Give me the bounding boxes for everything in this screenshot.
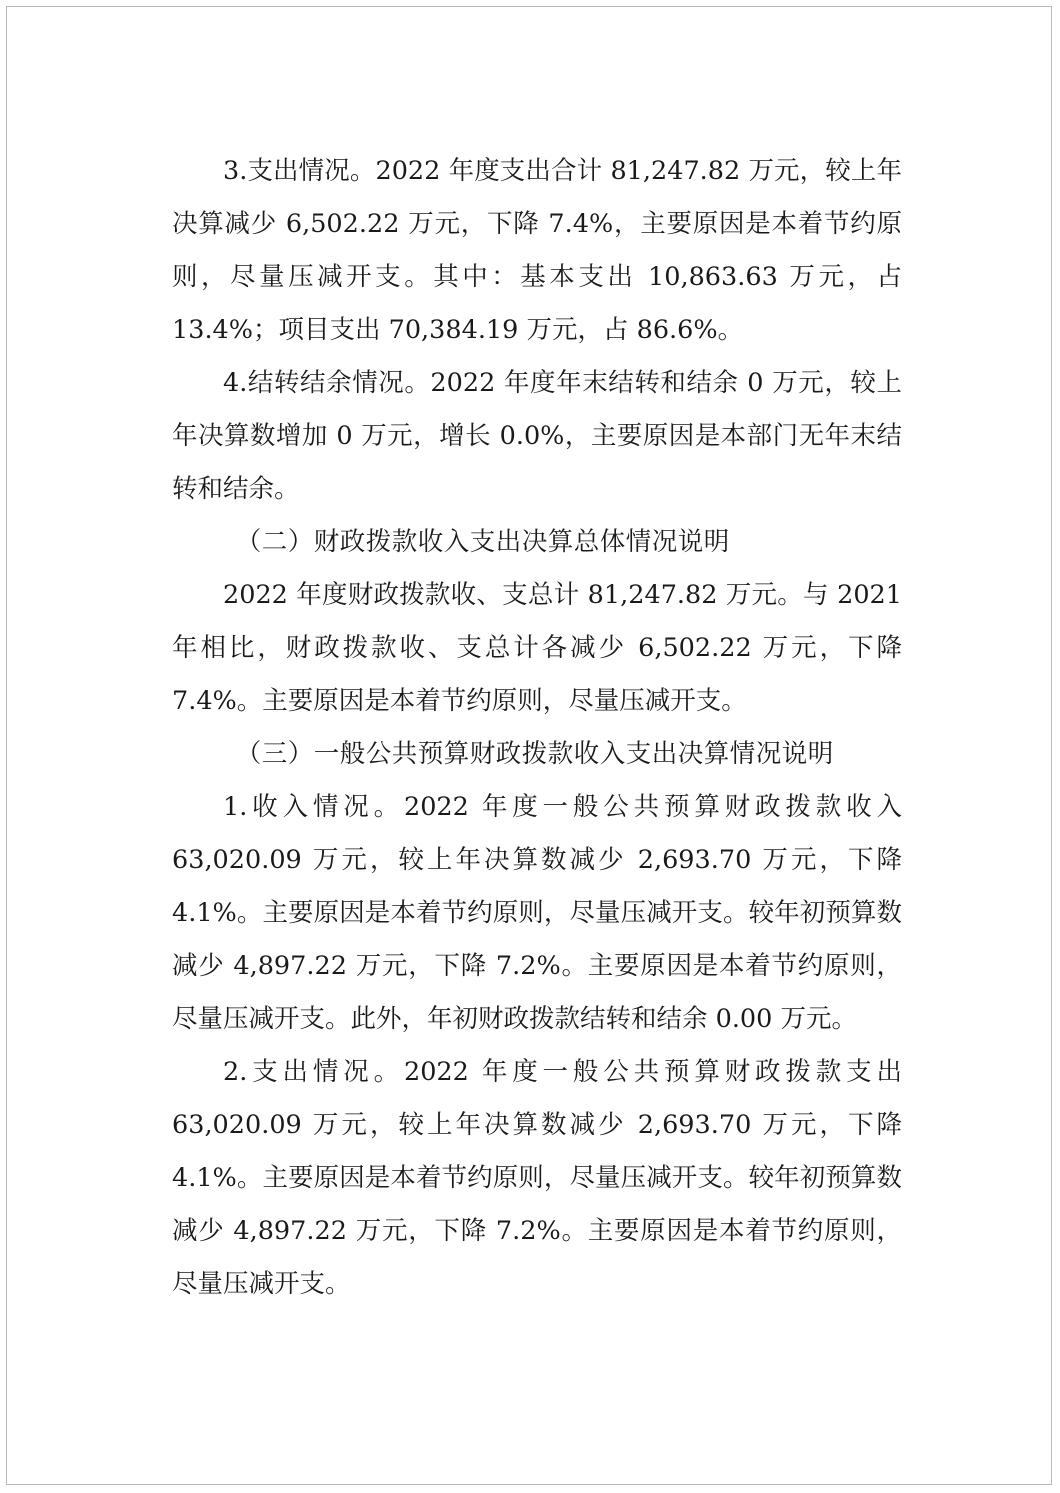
document-body — [172, 145, 902, 1311]
document-page — [6, 6, 1052, 1485]
paragraph-expenditure: 3.支出情况。2022 年度支出合计 81,247.82 万元，较上年决算减少 6,502.22 万元，下降 7.4%，主要原因是本着节约原则，尽量压减开支。其中：基本支出 10,863.63 万元，占 13.4%；项目支出 70,384.19 万元，占 86.6%。 — [172, 156, 902, 345]
section-heading-general-budget: （三）一般公共预算财政拨款收入支出决算情况说明 — [235, 739, 834, 769]
paragraph-carryover: 4.结转结余情况。2022 年度年末结转和结余 0 万元，较上年决算数增加 0 万元，增长 0.0%，主要原因是本部门无年末结转和结余。 — [172, 368, 902, 504]
section-heading-fiscal-appropriation: （二）财政拨款收入支出决算总体情况说明 — [235, 527, 730, 557]
paragraph-general-income: 1.收入情况。2022 年度一般公共预算财政拨款收入 63,020.09 万元，较上年决算数减少 2,693.70 万元，下降 4.1%。主要原因是本着节约原则，尽量压减开支。较年初预算数减少 4,897.22 万元，下降 7.2%。主要原因是本着节约原则，尽量压减开支。此外，年初财政拨款结转和结余 0.00 万元。 — [172, 792, 902, 1034]
paragraph-fiscal-total: 2022 年度财政拨款收、支总计 81,247.82 万元。与 2021 年相比，财政拨款收、支总计各减少 6,502.22 万元，下降 7.4%。主要原因是本着节约原则，尽量压减开支。 — [172, 580, 902, 716]
paragraph-general-expenditure: 2.支出情况。2022 年度一般公共预算财政拨款支出 63,020.09 万元，较上年决算数减少 2,693.70 万元，下降 4.1%。主要原因是本着节约原则，尽量压减开支。较年初预算数减少 4,897.22 万元，下降 7.2%。主要原因是本着节约原则，尽量压减开支。 — [172, 1057, 902, 1299]
